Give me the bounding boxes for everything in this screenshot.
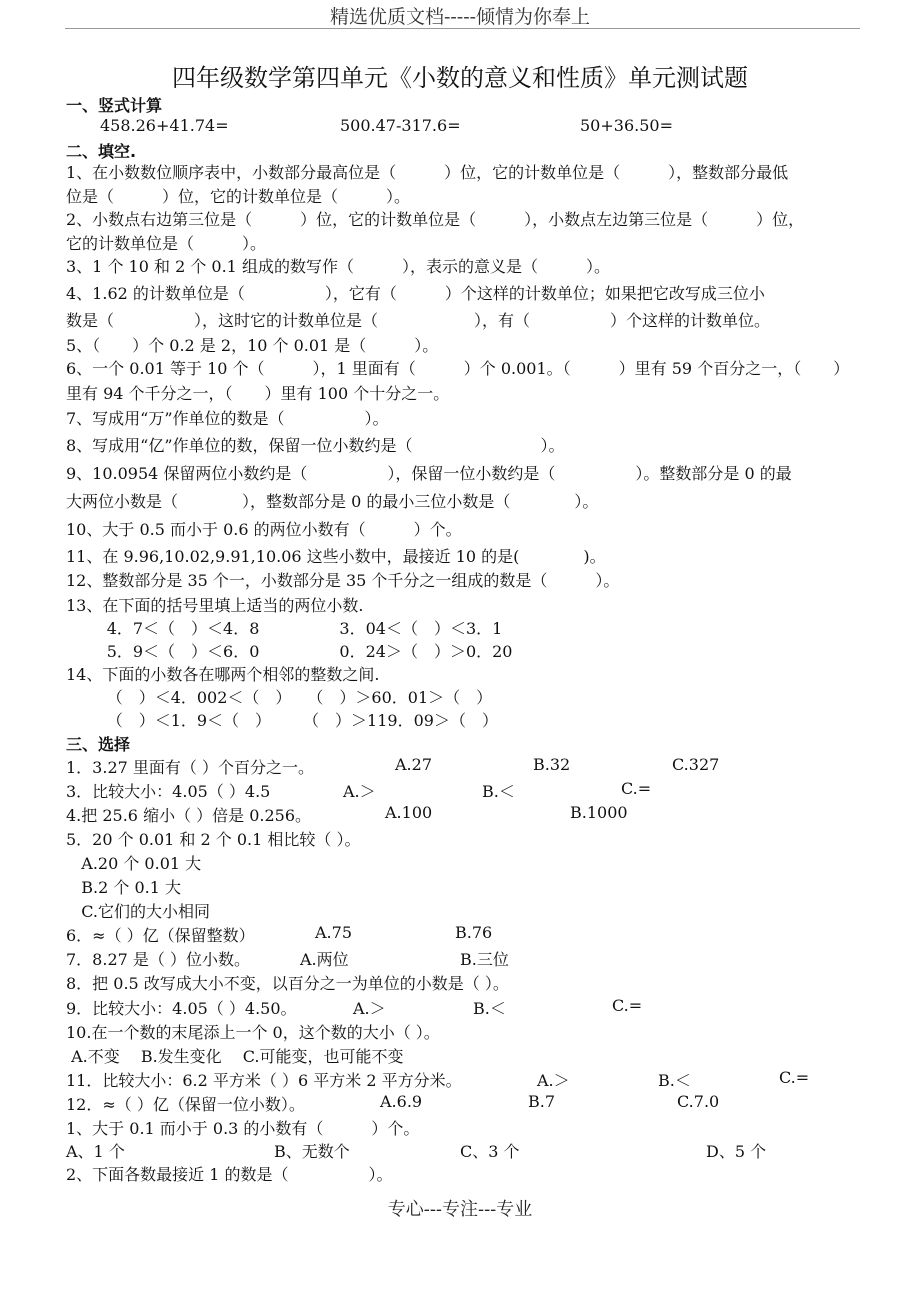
choice-option: B.＜ [482, 782, 515, 801]
fill-line: （ ）＜4．002＜（ ） （ ）＞60．01＞（ ） [66, 688, 493, 707]
section-heading-choice: 三、选择 [66, 735, 131, 754]
choice-question: A.20 个 0.01 大 [66, 854, 202, 873]
choice-question: B.2 个 0.1 大 [66, 878, 181, 897]
fill-line: 8、写成用“亿”作单位的数，保留一位小数约是（ ）。 [66, 436, 565, 455]
header-divider [65, 28, 860, 29]
fill-line: 13、在下面的括号里填上适当的两位小数. [66, 596, 364, 615]
choice-question: A.不变 B.发生变化 C.可能变，也可能不变 [66, 1047, 404, 1066]
choice-option: C、3 个 [460, 1142, 520, 1161]
choice-option: A.两位 [300, 950, 349, 969]
choice-question: 11．比较大小：6.2 平方米（ ）6 平方米 2 平方分米。 [66, 1071, 462, 1090]
choice-option: C.= [612, 996, 643, 1015]
choice-question: 10.在一个数的末尾添上一个 0，这个数的大小（ ）。 [66, 1023, 440, 1042]
choice-question: 1、大于 0.1 而小于 0.3 的小数有（ ）个。 [66, 1119, 420, 1138]
choice-option: A.＞ [537, 1071, 570, 1090]
choice-question: 3．比较大小：4.05（ ）4.5 [66, 782, 271, 801]
fill-line: 1、在小数数位顺序表中，小数部分最高位是（ ）位，它的计数单位是（ ），整数部分最低 [66, 163, 789, 182]
section-heading-fill: 二、填空. [66, 142, 137, 161]
choice-option: B.＜ [473, 999, 506, 1018]
page-header: 精选优质文档-----倾情为你奉上 [329, 6, 591, 28]
choice-question: 7．8.27 是（ ）位小数。 [66, 950, 250, 969]
fill-line: 数是（ ），这时它的计数单位是（ ），有（ ）个这样的计数单位。 [66, 311, 771, 330]
fill-line: 5．9＜（ ）＜6．0 0．24＞（ ）＞0．20 [66, 642, 513, 661]
choice-question: 2、下面各数最接近 1 的数是（ ）。 [66, 1165, 393, 1184]
fill-line: 2、小数点右边第三位是（ ）位，它的计数单位是（ ），小数点左边第三位是（ ）位， [66, 210, 805, 229]
section-heading-calc: 一、竖式计算 [66, 96, 163, 115]
choice-option: D、5 个 [706, 1142, 767, 1161]
choice-option: C.= [779, 1068, 810, 1087]
choice-option: A.＞ [353, 999, 386, 1018]
fill-line: 11、在 9.96,10.02,9.91,10.06 这些小数中，最接近 10 的是( )。 [66, 547, 606, 566]
fill-line: 14、下面的小数各在哪两个相邻的整数之间. [66, 665, 380, 684]
fill-line: 9、10.0954 保留两位小数约是（ ），保留一位小数约是（ ）。整数部分是 0 的最 [66, 464, 792, 483]
choice-option: A.75 [315, 923, 352, 942]
fill-line: 3、1 个 10 和 2 个 0.1 组成的数写作（ ），表示的意义是（ ）。 [66, 257, 610, 276]
fill-line: 12、整数部分是 35 个一，小数部分是 35 个千分之一组成的数是（ ）。 [66, 571, 620, 590]
fill-line: 它的计数单位是（ ）。 [66, 234, 267, 253]
choice-question: 1．3.27 里面有（ ）个百分之一。 [66, 758, 314, 777]
choice-option: B.32 [533, 755, 571, 774]
fill-line: 大两位小数是（ ），整数部分是 0 的最小三位小数是（ ）。 [66, 492, 599, 511]
choice-question: 9．比较大小：4.05（ ）4.50。 [66, 999, 297, 1018]
fill-line: 10、大于 0.5 而小于 0.6 的两位小数有（ ）个。 [66, 520, 462, 539]
choice-option: B.76 [455, 923, 493, 942]
choice-option: B.＜ [658, 1071, 691, 1090]
choice-option: C.= [621, 779, 652, 798]
fill-line: （ ）＜1．9＜（ ） （ ）＞119．09＞（ ） [66, 711, 498, 730]
choice-option: A.＞ [343, 782, 376, 801]
fill-line: 4、1.62 的计数单位是（ ），它有（ ）个这样的计数单位；如果把它改写成三位小 [66, 284, 765, 303]
fill-line: 4．7＜（ ）＜4．8 3．04＜（ ）＜3．1 [66, 619, 503, 638]
choice-question: A、1 个 [66, 1142, 125, 1161]
calc-item-1: 458.26+41.74= [100, 116, 229, 135]
fill-line: 7、写成用“万”作单位的数是（ ）。 [66, 409, 389, 428]
choice-question: 12．≈（ ）亿（保留一位小数）。 [66, 1095, 305, 1114]
choice-question: 5．20 个 0.01 和 2 个 0.1 相比较（ ）。 [66, 830, 361, 849]
choice-option: B.1000 [570, 803, 628, 822]
choice-option: B、无数个 [274, 1142, 350, 1161]
choice-option: C.7.0 [677, 1092, 720, 1111]
choice-option: B.7 [528, 1092, 556, 1111]
calc-item-2: 500.47-317.6= [340, 116, 461, 135]
choice-question: 4.把 25.6 缩小（ ）倍是 0.256。 [66, 806, 312, 825]
fill-line: 里有 94 个千分之一，（ ）里有 100 个十分之一。 [66, 384, 450, 403]
choice-option: B.三位 [460, 950, 509, 969]
page-title: 四年级数学第四单元《小数的意义和性质》单元测试题 [172, 64, 748, 92]
fill-line: 5、（ ）个 0.2 是 2，10 个 0.01 是（ ）。 [66, 336, 439, 355]
choice-question: 8．把 0.5 改写成大小不变，以百分之一为单位的小数是（ ）。 [66, 974, 509, 993]
page-footer: 专心---专注---专业 [387, 1199, 533, 1220]
choice-option: C.327 [672, 755, 720, 774]
choice-question: C.它们的大小相同 [66, 902, 211, 921]
fill-line: 6、一个 0.01 等于 10 个（ ），1 里面有（ ）个 0.001。（ ）里有 59 个百分之一，（ ） [66, 359, 850, 378]
choice-option: A.6.9 [380, 1092, 423, 1111]
choice-question: 6．≈（ ）亿（保留整数） [66, 926, 255, 945]
choice-option: A.27 [395, 755, 432, 774]
calc-item-3: 50+36.50= [580, 116, 673, 135]
choice-option: A.100 [385, 803, 433, 822]
fill-line: 位是（ ）位，它的计数单位是（ ）。 [66, 187, 411, 206]
